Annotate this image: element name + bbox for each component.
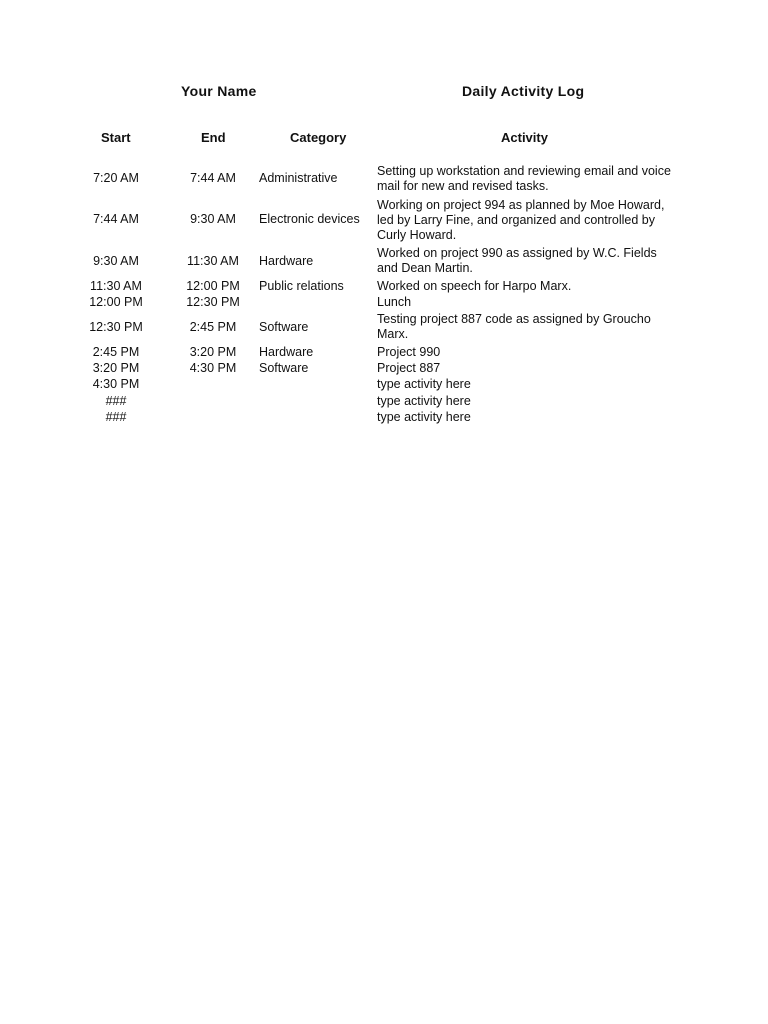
category-cell: Software [259, 320, 309, 334]
start-time: 12:00 PM [89, 295, 143, 309]
column-header-end: End [201, 130, 226, 145]
start-time: 3:20 PM [92, 361, 140, 375]
activity-cell: type activity here [377, 394, 471, 408]
activity-cell: Worked on project 990 as assigned by W.C. Fields and Dean Martin. [377, 246, 657, 275]
end-time: 9:30 AM [190, 212, 236, 226]
end-time: 12:00 PM [186, 279, 240, 293]
start-time: 12:30 PM [89, 320, 143, 334]
table-row [0, 279, 768, 294]
table-row [0, 361, 768, 376]
end-time: 4:30 PM [189, 361, 237, 375]
activity-cell: Testing project 887 code as assigned by Groucho Marx. [377, 312, 651, 341]
table-row [0, 410, 768, 425]
end-time: 3:20 PM [189, 345, 237, 359]
activity-cell: type activity here [377, 377, 471, 391]
end-time: 11:30 AM [187, 254, 239, 268]
start-time: 11:30 AM [90, 279, 142, 293]
table-row [0, 377, 768, 392]
column-header-activity: Activity [501, 130, 548, 145]
activity-cell: Project 990 [377, 345, 441, 359]
name-title: Your Name [181, 83, 257, 99]
category-cell: Administrative [259, 171, 338, 185]
end-time: 2:45 PM [189, 320, 237, 334]
table-row [0, 295, 768, 310]
category-cell: Hardware [259, 254, 314, 268]
activity-cell: Project 887 [377, 361, 441, 375]
category-cell: Electronic devices [259, 212, 360, 226]
category-cell: Public relations [259, 279, 344, 293]
end-time: 7:44 AM [190, 171, 236, 185]
table-row [0, 246, 768, 276]
start-time: 9:30 AM [93, 254, 139, 268]
column-header-category: Category [290, 130, 347, 145]
table-row [0, 164, 768, 194]
category-cell: Software [259, 361, 309, 375]
log-title: Daily Activity Log [462, 83, 585, 99]
category-cell: Hardware [259, 345, 314, 359]
start-time: 2:45 PM [92, 345, 140, 359]
start-time: ### [105, 394, 127, 408]
table-row [0, 345, 768, 360]
activity-cell: type activity here [377, 410, 471, 424]
activity-cell: Working on project 994 as planned by Moe Howard, led by Larry Fine, and organized and controlled by Curly Howard. [377, 198, 665, 242]
column-header-start: Start [101, 130, 131, 145]
table-row [0, 198, 768, 243]
activity-cell: Worked on speech for Harpo Marx. [377, 279, 572, 293]
start-time: 7:44 AM [93, 212, 139, 226]
table-row [0, 394, 768, 409]
activity-cell: Lunch [377, 295, 412, 309]
end-time: 12:30 PM [186, 295, 240, 309]
start-time: 4:30 PM [92, 377, 140, 391]
activity-cell: Setting up workstation and reviewing email and voice mail for new and revised tasks. [377, 164, 671, 193]
start-time: 7:20 AM [93, 171, 139, 185]
start-time: ### [105, 410, 127, 424]
table-row [0, 312, 768, 342]
